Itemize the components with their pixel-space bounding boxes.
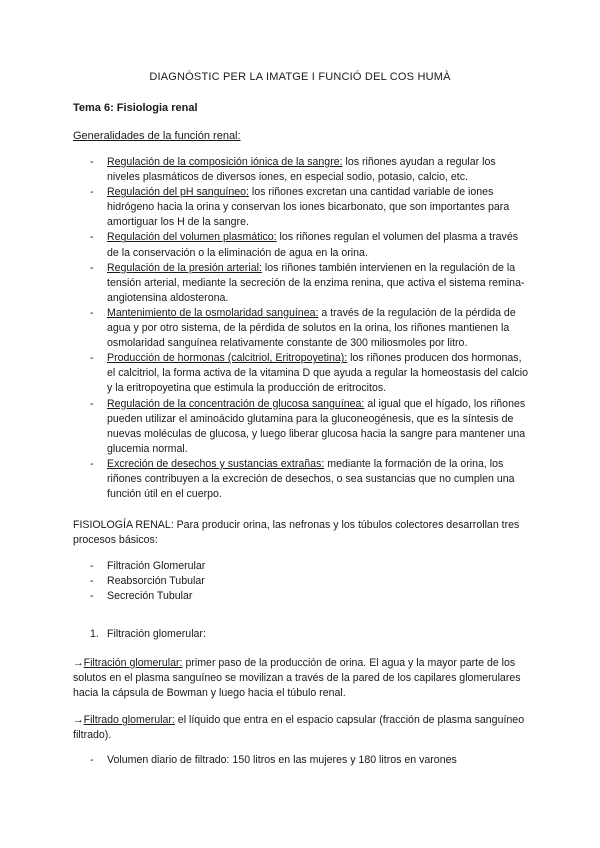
volumen-list	[73, 753, 528, 768]
item-term: Regulación de la presión arterial:	[107, 261, 262, 274]
definition-term: Filtración glomerular:	[83, 657, 183, 669]
fisiologia-intro: FISIOLOGÍA RENAL: Para producir orina, las nefronas y los túbulos colectores desarrollan tres procesos básicos:	[73, 519, 520, 547]
arrow-icon: →	[73, 714, 84, 726]
item-term: Excreción de desechos y sustancias extrañas:	[107, 457, 325, 470]
item-text: Filtración glomerular:	[107, 628, 206, 640]
item-text: Filtración Glomerular	[107, 560, 206, 572]
section-heading: Generalidades de la función renal:	[73, 130, 241, 142]
arrow-icon: →	[73, 657, 84, 669]
bullet-dash: -	[90, 457, 94, 470]
list-item	[73, 457, 528, 502]
bullet-dash: -	[90, 590, 94, 603]
bullet-dash: -	[90, 306, 94, 319]
item-desc: los riñones también intervienen en la regulación de la tensión arterial, mediante la secreción de la enzima renina, que activa el sistema remina-angiotensina aldosterona.	[107, 261, 525, 304]
list-item	[73, 753, 528, 768]
item-text: Secreción Tubular	[107, 590, 193, 603]
list-item	[73, 261, 528, 306]
filtracion-definition	[73, 656, 528, 701]
list-item	[73, 351, 528, 396]
generalidades-list	[73, 155, 528, 502]
item-desc: los riñones producen dos hormonas, el calcitriol, la forma activa de la vitamina D que ayuda a regular la homeostasis del calcio y la eritropoyetina que estimula la producción de eritrocitos.	[107, 352, 529, 395]
filtrado-definition	[73, 713, 528, 743]
item-text: Reabsorción Tubular	[107, 575, 205, 588]
item-desc: a través de la regulación de la pérdida de agua y por otro sistema, de la pérdida de solutos en la orina, los riñones mantienen la osmolaridad sanguínea relativamente constante de 300 miliosmoles por litro.	[107, 306, 516, 350]
list-item	[73, 589, 528, 604]
bullet-dash: -	[90, 261, 94, 274]
item-desc: los riñones regulan el volumen del plasma a través de la conservación o la eliminación de agua en la orina.	[107, 231, 519, 259]
item-number: 1.	[90, 628, 99, 640]
bullet-dash: -	[90, 575, 94, 588]
list-item	[73, 574, 528, 589]
definition-desc: primer paso de la producción de orina. El agua y la mayor parte de los solutos en el plasma sanguíneo se movilizan a través de la pared de los capilares glomerulares hacia la cápsula de Bowman y luego hacia el túbulo renal.	[73, 657, 521, 700]
item-desc: los riñones excretan una cantidad variable de iones hidrógeno hacia la orina y conservan los iones bicarbonato, que son importantes para amortiguar los H de la sangre.	[107, 186, 510, 229]
bullet-dash: -	[90, 231, 94, 244]
bullet-dash: -	[90, 754, 94, 766]
list-item	[73, 155, 528, 185]
bullet-dash: -	[90, 352, 94, 365]
item-term: Producción de hormonas (calcitriol, Eritropoyetina):	[107, 352, 348, 365]
item-term: Regulación de la concentración de glucosa sanguínea:	[107, 397, 365, 410]
item-term: Regulación de la composición iónica de la sangre:	[107, 156, 343, 168]
bullet-dash: -	[90, 397, 94, 410]
item-term: Mantenimiento de la osmolaridad sanguínea:	[107, 306, 319, 319]
list-item	[73, 306, 528, 351]
bullet-dash: -	[90, 560, 94, 572]
topic-title: Tema 6: Fisiologia renal	[73, 102, 198, 114]
item-term: Regulación del volumen plasmático:	[107, 231, 277, 244]
procesos-list	[73, 559, 528, 604]
item-desc: los riñones ayudan a regular los niveles plasmáticos de diversos iones, en especial sodio, potasio, calcio, etc.	[107, 156, 496, 184]
document-header: DIAGNÒSTIC PER LA IMATGE I FUNCIÓ DEL COS HUMÀ	[149, 71, 451, 83]
numbered-heading	[73, 627, 528, 642]
list-item	[73, 559, 528, 574]
bullet-dash: -	[90, 156, 94, 168]
list-item	[73, 185, 528, 230]
list-item	[73, 397, 528, 457]
definition-desc: el líquido que entra en el espacio capsular (fracción de plasma sanguíneo filtrado).	[73, 714, 525, 742]
list-item	[73, 230, 528, 260]
item-text: Volumen diario de filtrado: 150 litros en las mujeres y 180 litros en varones	[107, 754, 457, 766]
bullet-dash: -	[90, 186, 94, 199]
item-desc: al igual que el hígado, los riñones pueden utilizar el aminoácido glutamina para la gluconeogénesis, que es la síntesis de nuevas moléculas de glucosa, y luego liberar glucosa hacia la sangre para mantener una glucemia normal.	[107, 397, 526, 455]
item-term: Regulación del pH sanguíneo:	[107, 186, 249, 199]
item-desc: mediante la formación de la orina, los riñones contribuyen a la excreción de desechos, o sea sustancias que no cumplen una función útil en el cuerpo.	[107, 457, 515, 501]
definition-term: Filtrado glomerular:	[83, 714, 175, 726]
